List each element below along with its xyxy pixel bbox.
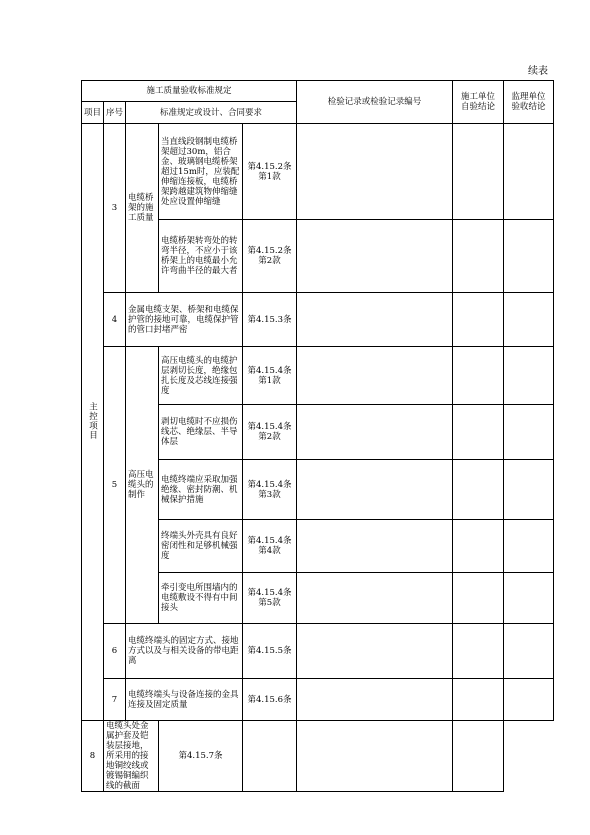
supervisor-cell[interactable] <box>504 405 554 460</box>
supervisor-cell[interactable] <box>504 293 554 347</box>
record-cell[interactable] <box>297 124 453 220</box>
record-cell[interactable] <box>297 679 453 721</box>
supervisor-cell[interactable] <box>504 679 554 721</box>
record-cell[interactable] <box>297 347 453 405</box>
supervisor-cell[interactable] <box>504 624 554 679</box>
seq-7: 7 <box>104 679 126 721</box>
header-seq: 序号 <box>104 102 126 124</box>
contractor-cell[interactable] <box>453 573 504 624</box>
supervisor-cell[interactable] <box>504 220 554 293</box>
item-5-sub-3-text: 电缆终端应采取加强绝缘、密封防潮、机械保护措施 <box>159 460 243 520</box>
header-supervisor: 监理单位 验收结论 <box>504 81 554 124</box>
item-3-sub-2-ref: 第4.15.2条 第2款 <box>243 220 297 293</box>
item-5-name: 高压电缆头的制作 <box>126 347 159 624</box>
supervisor-cell[interactable] <box>504 460 554 520</box>
header-standard: 标准规定或设计、合同要求 <box>126 102 297 124</box>
main-item-label: 主控项目 <box>87 401 98 440</box>
header-contractor: 施工单位 自验结论 <box>453 81 504 124</box>
record-cell[interactable] <box>297 293 453 347</box>
contractor-cell[interactable] <box>297 721 453 792</box>
item-5-sub-2-ref: 第4.15.4条 第2款 <box>243 405 297 460</box>
continuation-label: 续表 <box>528 66 548 77</box>
item-6-ref: 第4.15.5条 <box>243 624 297 679</box>
item-5-sub-4-ref: 第4.15.4条 第4款 <box>243 520 297 573</box>
record-cell[interactable] <box>243 721 297 792</box>
contractor-cell[interactable] <box>453 220 504 293</box>
supervisor-cell[interactable] <box>453 721 504 792</box>
item-3-sub-1-text: 当直线段钢制电缆桥架超过30m，铝合金、玻璃钢电缆桥架超过15m时，应装配伸缩连接板，电缆桥架跨越建筑物伸缩缝处应设置伸缩缝 <box>159 124 243 220</box>
item-5-sub-3-ref: 第4.15.4条 第3款 <box>243 460 297 520</box>
item-6-text: 电缆终端头的固定方式、接地方式以及与相关设备的带电距离 <box>126 624 243 679</box>
item-3-sub-1-ref: 第4.15.2条 第1款 <box>243 124 297 220</box>
supervisor-cell[interactable] <box>504 347 554 405</box>
seq-6: 6 <box>104 624 126 679</box>
item-8-ref: 第4.15.7条 <box>159 721 243 792</box>
header-record: 检验记录或检验记录编号 <box>297 81 453 124</box>
item-5-sub-1-text: 高压电缆头的电缆护层剥切长度，绝缘包扎长度及芯线连接强度 <box>159 347 243 405</box>
record-cell[interactable] <box>297 460 453 520</box>
item-5-sub-5-text: 牵引变电所围墙内的电缆敷设不得有中间接头 <box>159 573 243 624</box>
header-standard-group: 施工质量验收标准规定 <box>82 81 297 102</box>
item-7-text: 电缆终端头与设备连接的金具连接及固定质量 <box>126 679 243 721</box>
contractor-cell[interactable] <box>453 405 504 460</box>
contractor-cell[interactable] <box>453 460 504 520</box>
seq-8: 8 <box>82 721 104 792</box>
item-8-text: 电缆头处金属护套及铠装层接地，所采用的接地铜绞线或镀锡铜编织线的截面 <box>104 721 159 792</box>
item-5-sub-1-ref: 第4.15.4条 第1款 <box>243 347 297 405</box>
inspection-table <box>81 80 554 792</box>
item-5-sub-4-text: 终端头外壳具有良好密闭性和足够机械强度 <box>159 520 243 573</box>
item-4-ref: 第4.15.3条 <box>243 293 297 347</box>
record-cell[interactable] <box>297 573 453 624</box>
seq-5: 5 <box>104 347 126 624</box>
contractor-cell[interactable] <box>453 679 504 721</box>
main-item-label-cell <box>82 124 104 721</box>
contractor-cell[interactable] <box>453 347 504 405</box>
item-7-ref: 第4.15.6条 <box>243 679 297 721</box>
supervisor-cell[interactable] <box>504 520 554 573</box>
item-4-text: 金属电缆支架、桥架和电缆保护管的接地可靠，电缆保护管的管口封堵严密 <box>126 293 243 347</box>
seq-4: 4 <box>104 293 126 347</box>
contractor-cell[interactable] <box>453 520 504 573</box>
seq-3: 3 <box>104 124 126 293</box>
record-cell[interactable] <box>297 405 453 460</box>
contractor-cell[interactable] <box>453 124 504 220</box>
header-item: 项目 <box>82 102 104 124</box>
contractor-cell[interactable] <box>453 624 504 679</box>
item-5-sub-5-ref: 第4.15.4条 第5款 <box>243 573 297 624</box>
record-cell[interactable] <box>297 220 453 293</box>
item-5-sub-2-text: 剥切电缆时不应损伤线芯、绝缘层、半导体层 <box>159 405 243 460</box>
contractor-cell[interactable] <box>453 293 504 347</box>
record-cell[interactable] <box>297 520 453 573</box>
item-3-sub-2-text: 电缆桥架转弯处的转弯半径，不应小于该桥架上的电缆最小允许弯曲半径的最大者 <box>159 220 243 293</box>
record-cell[interactable] <box>297 624 453 679</box>
supervisor-cell[interactable] <box>504 124 554 220</box>
item-3-name: 电缆桥架的施工质量 <box>126 124 159 293</box>
supervisor-cell[interactable] <box>504 573 554 624</box>
